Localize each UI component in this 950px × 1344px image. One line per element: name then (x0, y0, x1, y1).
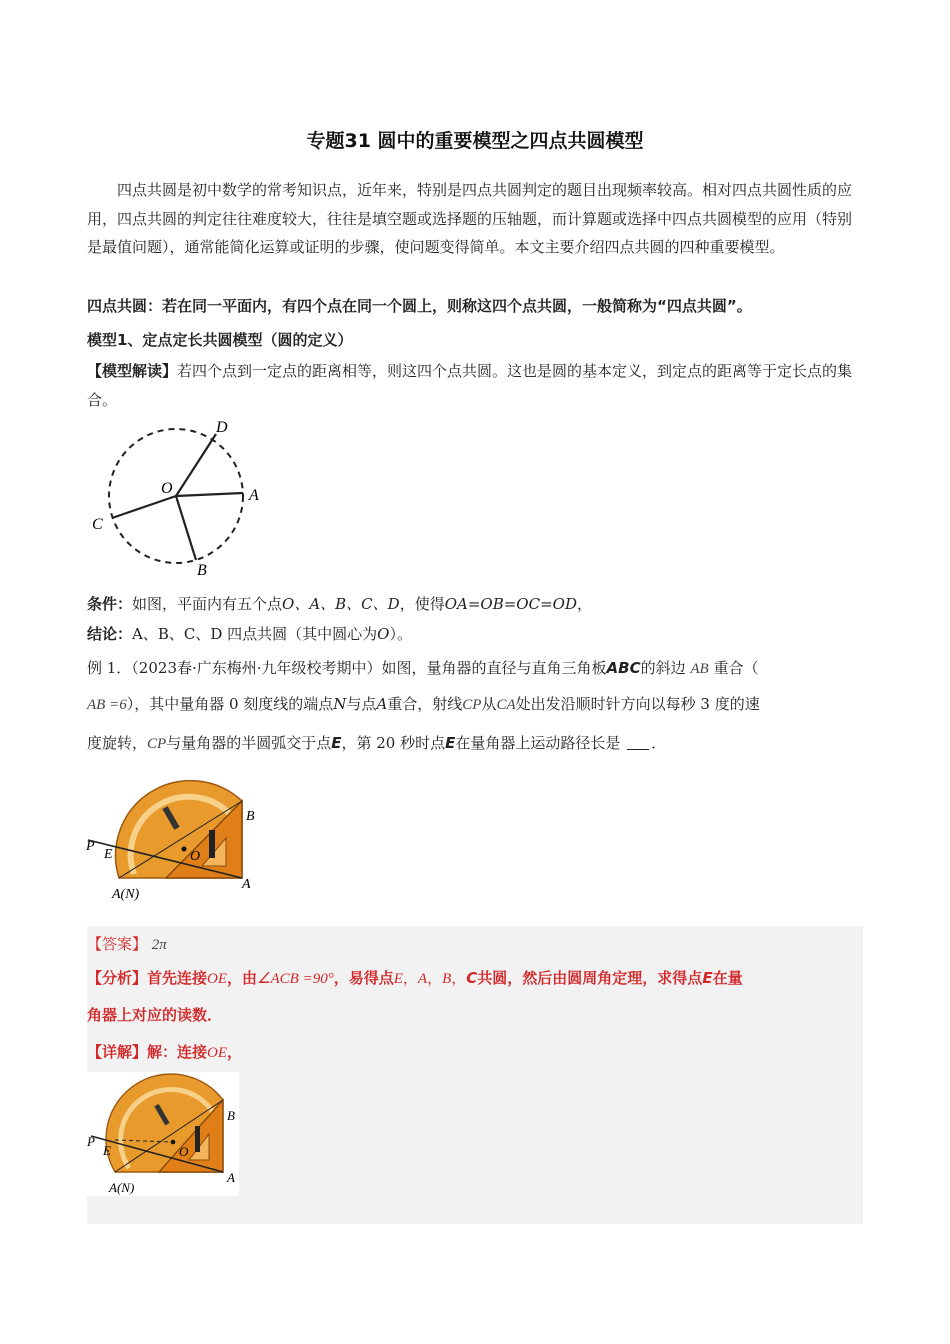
protractor-figure (84, 778, 274, 903)
detail-line (87, 1040, 863, 1065)
detail-oe: OE (207, 1045, 228, 1061)
example-text-4: 与点 (346, 695, 377, 713)
fig1-label-p: P (86, 839, 95, 854)
detail-text-1: 解：连接 (147, 1043, 208, 1061)
example-ab: AB (690, 661, 709, 677)
model1-heading (87, 328, 863, 352)
analysis-text-2: ，由 (227, 969, 258, 987)
analysis-text-6: 角器上对应的读数． (87, 1006, 223, 1024)
fig1-label-an: A(N) (112, 887, 140, 902)
condition-line (87, 592, 863, 616)
conclusion-text-1: A、B、C、D 四点共圆（其中圆心为 (132, 625, 378, 643)
example1-line-1 (87, 656, 863, 681)
analysis-a: A (417, 971, 428, 987)
example-text-1: 的斜边 (640, 659, 686, 677)
analysis-e-2: E (702, 969, 713, 987)
example-a: A (376, 695, 388, 713)
fig1-label-e: E (104, 847, 113, 862)
fig2-label-a: A (227, 1170, 235, 1185)
example-cp-2: CP (147, 736, 167, 752)
fig1-label-b: B (246, 809, 255, 824)
condition-points: O、A、B、C、D (282, 595, 400, 613)
example-text-2: 重合（ (713, 659, 759, 677)
circle-figure (86, 415, 276, 585)
example-text-3: ），其中量角器 0 刻度线的端点 (126, 695, 334, 713)
example-text-7: 处出发沿顺时针方向以每秒 3 度的速 (515, 695, 760, 713)
example-text-9: 与量角器的半圆弧交于点 (166, 734, 332, 752)
analysis-label: 【分析】 (87, 969, 148, 987)
analysis-line-2 (87, 1003, 863, 1027)
segment-oc (112, 496, 176, 518)
fig2-center-point (171, 1140, 176, 1145)
analysis-text-4: 共圆，然后由圆周角定理，求得点 (477, 969, 703, 987)
analysis-line-1 (87, 966, 863, 991)
interp-text: 若四个点到一定点的距离相等，则这四个点共圆。这也是圆的基本定义，到定点的距离等于定长点的集合。 (87, 362, 853, 409)
answer-line (87, 932, 863, 957)
example-abc: ABC (606, 659, 641, 677)
intro-paragraph: 四点共圆是初中数学的常考知识点，近年来，特别是四点共圆判定的题目出现频率较高。相对四点共圆性质的应用，四点共圆的判定往往难度较大，往往是填空题或选择题的压轴题，而计算题或选择中四点共圆模型的应用（特别是最值问题），通常能简化运算或证明的步骤，使问题变得简单。本文主要介绍四点共圆的四种重要模型。 (87, 181, 853, 256)
ruler-mark (209, 830, 215, 858)
analysis-angle: ∠ACB =90° (257, 971, 334, 987)
condition-equation: OA=OB=OC=OD (444, 595, 577, 613)
solution-protractor-figure (87, 1072, 239, 1196)
answer-blank (627, 735, 649, 750)
segment-ob (176, 496, 196, 560)
example-text-5: 重合，射线 (387, 695, 463, 713)
analysis-oe: OE (207, 971, 228, 987)
example-text-8: 度旋转， (87, 734, 148, 752)
analysis-text-5: 在量 (712, 969, 743, 987)
conclusion-label: 结论： (87, 625, 133, 643)
condition-text-2: ，使得 (399, 595, 445, 613)
center-point (182, 847, 187, 852)
example1-line-2 (87, 692, 863, 717)
analysis-sep-3: ， (451, 969, 467, 987)
example-ca: CA (496, 697, 516, 713)
example-text-11: 在量角器上运动路径长是 (455, 734, 621, 752)
example-text-12: ． (651, 734, 667, 752)
fig2-label-e: E (103, 1143, 111, 1158)
detail-label: 【详解】 (87, 1043, 148, 1061)
example-text-6: 从 (481, 695, 497, 713)
model1-interpretation (87, 357, 863, 414)
example-prefix: 例 1．（2023春·广东梅州·九年级校考期中）如图，量角器的直径与直角三角板 (87, 659, 607, 677)
fig2-label-p: P (87, 1134, 95, 1149)
label-o: O (161, 480, 173, 497)
analysis-sep-2: ， (427, 969, 443, 987)
definition-line (87, 294, 863, 318)
fig2-label-o: O (179, 1144, 189, 1159)
conclusion-line (87, 622, 863, 646)
analysis-b: B (442, 971, 452, 987)
label-b: B (197, 562, 207, 579)
example-cp: CP (462, 697, 482, 713)
answer-label: 【答案】 (87, 935, 148, 953)
analysis-text-1: 首先连接 (147, 969, 208, 987)
label-c: C (92, 516, 103, 533)
label-d: D (216, 419, 228, 436)
fig2-label-b: B (227, 1108, 235, 1123)
answer-value: 2π (151, 937, 167, 953)
example-n: N (333, 695, 347, 713)
segment-oa (176, 493, 243, 496)
condition-text-1: 如图，平面内有五个点 (132, 595, 283, 613)
analysis-text-3: ，易得点 (333, 969, 394, 987)
detail-text-2: ， (227, 1043, 243, 1061)
analysis-c: C (466, 969, 478, 987)
page-title: 专题31 圆中的重要模型之四点共圆模型 (306, 130, 644, 152)
example-e-2: E (445, 734, 456, 752)
example-ab-eq: AB =6 (87, 697, 127, 713)
fig2-label-an: A(N) (109, 1180, 135, 1195)
interp-label: 【模型解读】 (87, 362, 178, 380)
analysis-e: E (393, 971, 403, 987)
fig1-label-a: A (242, 877, 251, 892)
example-e: E (331, 734, 342, 752)
analysis-sep-1: ， (402, 969, 418, 987)
example-text-10: ，第 20 秒时点 (341, 734, 446, 752)
conclusion-center: O (377, 625, 390, 643)
fig2-ruler-mark (195, 1126, 200, 1152)
segment-od (176, 434, 216, 496)
condition-label: 条件： (87, 595, 133, 613)
definition-label: 四点共圆： (87, 297, 163, 315)
definition-text: 若在同一平面内，有四个点在同一个圆上，则称这四个点共圆，一般简称为“四点共圆”。 (162, 297, 752, 315)
condition-end: ， (576, 595, 592, 613)
conclusion-text-2: ）。 (389, 625, 412, 643)
model1-heading-text: 模型1、定点定长共圆模型（圆的定义） (87, 331, 353, 349)
label-a: A (249, 487, 259, 504)
example1-line-3 (87, 731, 863, 756)
solution-figure-panel (87, 1072, 239, 1196)
fig1-label-o: O (190, 849, 201, 864)
